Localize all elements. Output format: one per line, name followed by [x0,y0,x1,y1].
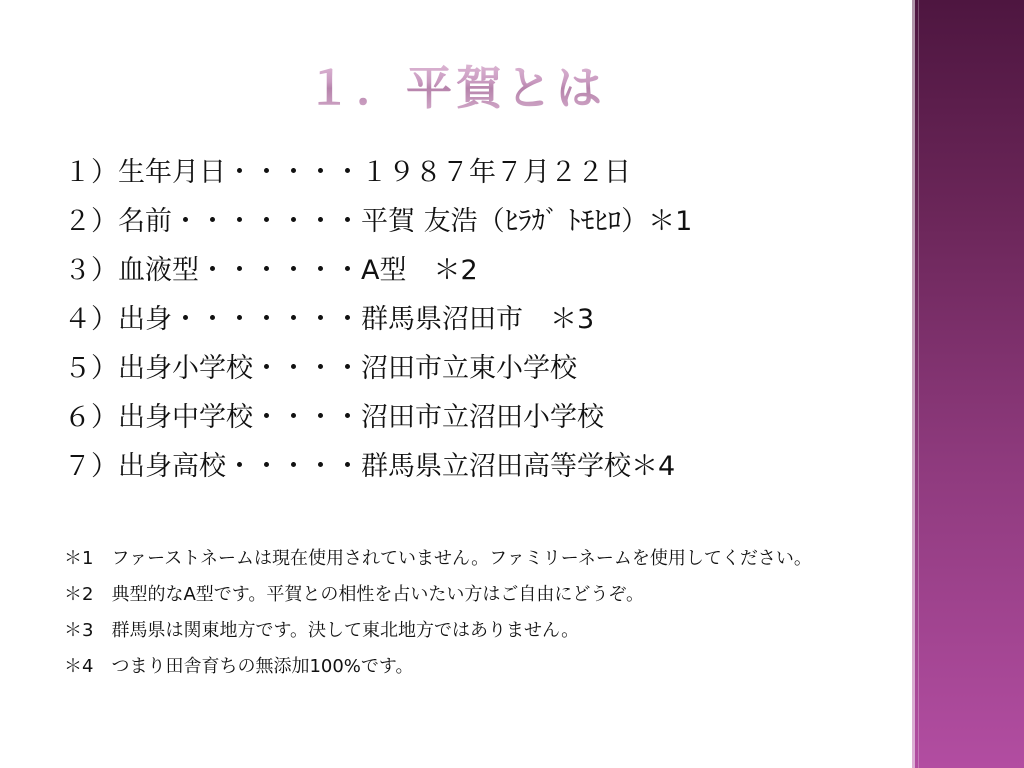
decorative-side-band [912,0,1024,768]
footnote-2: ＊2 典型的なA型です。平賀との相性を占いたい方はご自由にどうぞ。 [64,584,644,605]
footnote-4: ＊4 つまり田舎育ちの無添加100%です。 [64,656,414,677]
footnote-3: ＊3 群馬県は関東地方です。決して東北地方ではありません。 [64,620,580,641]
profile-item-hometown: ４）出身・・・・・・・群馬県沼田市 ＊3 [64,304,595,335]
footnotes [64,546,864,690]
slide-title: １．平賀とは [0,52,912,118]
profile-item-name: ２）名前・・・・・・・平賀 友浩（ﾋﾗｶﾞ ﾄﾓﾋﾛ）＊1 [64,206,693,237]
profile-item-blood-type: ３）血液型・・・・・・A型 ＊2 [64,255,478,286]
profile-item-high-school: ７）出身高校・・・・・群馬県立沼田高等学校＊4 [64,451,676,482]
profile-list [64,148,884,491]
profile-item-junior-high-school: ６）出身中学校・・・・沼田市立沼田小学校 [64,402,604,433]
footnote-1: ＊1 ファーストネームは現在使用されていません。ファミリーネームを使用してください。 [64,548,812,569]
profile-item-elementary-school: ５）出身小学校・・・・沼田市立東小学校 [64,353,577,384]
profile-item-birthdate: １）生年月日・・・・・１９８７年７月２２日 [64,157,631,188]
